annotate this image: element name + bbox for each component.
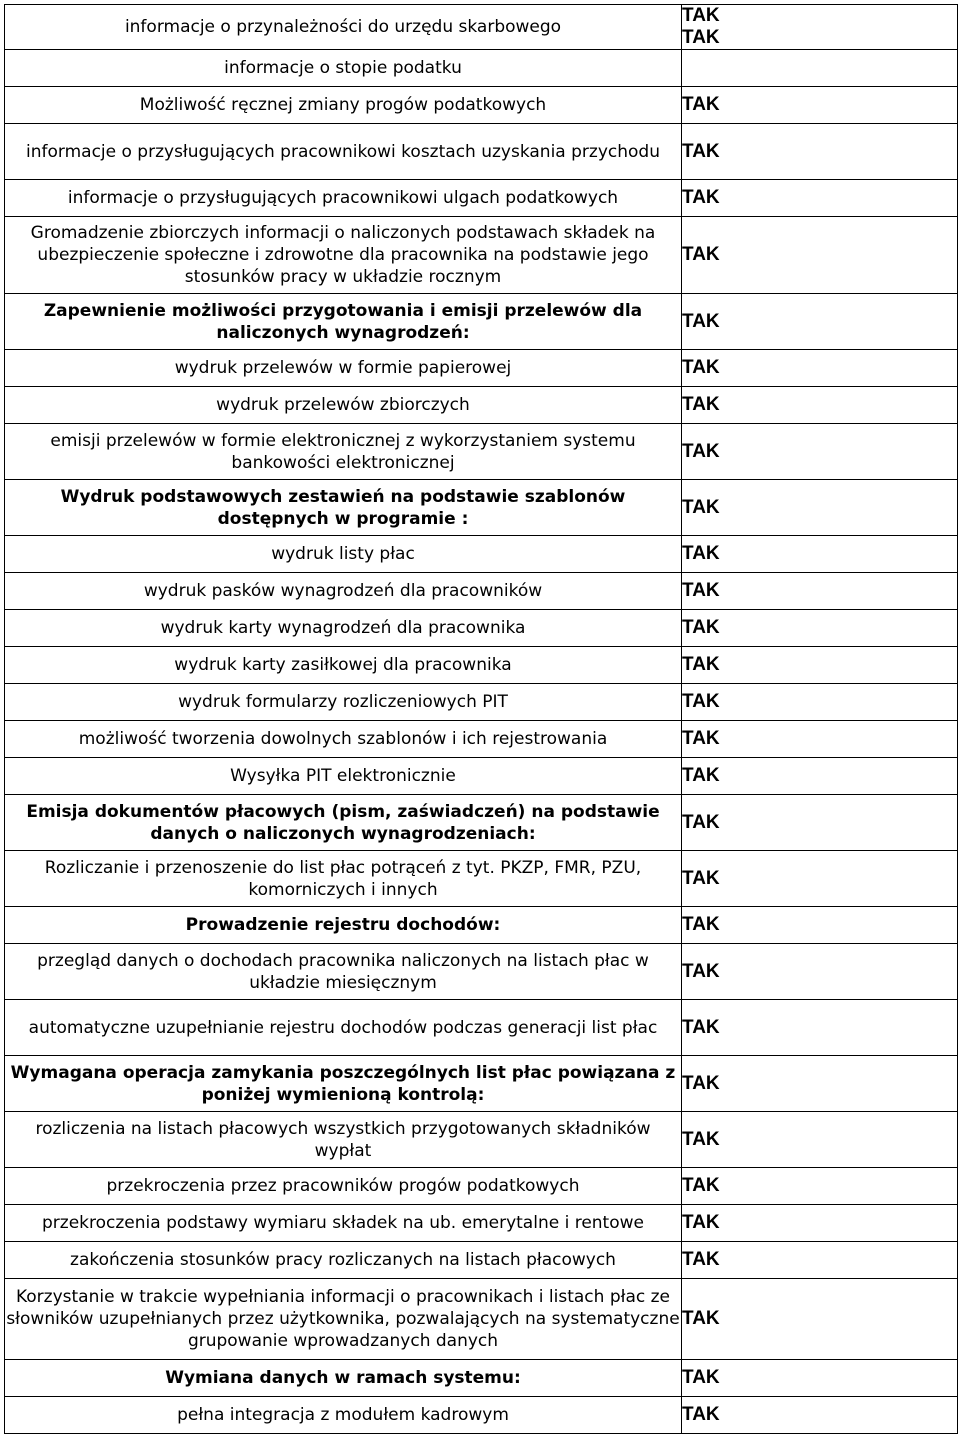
requirement-cell: wydruk listy płac — [5, 536, 682, 573]
answer-value: TAK — [682, 5, 720, 26]
value-cell — [682, 944, 958, 1000]
value-cell — [682, 795, 958, 851]
answer-value: TAK — [682, 580, 720, 601]
table-row — [5, 647, 958, 684]
requirement-cell: zakończenia stosunków pracy rozliczanych na listach płacowych — [5, 1242, 682, 1279]
requirement-cell: wydruk karty zasiłkowej dla pracownika — [5, 647, 682, 684]
table-row — [5, 50, 958, 87]
answer-value: TAK — [682, 394, 720, 415]
answer-value: TAK — [682, 357, 720, 378]
answer-value: TAK — [682, 691, 720, 712]
requirement-cell: Korzystanie w trakcie wypełniania informacji o pracownikach i listach płac ze słowników uzupełnianych przez użytkownika, pozwalających na systematyczne grupowanie wprowadzanych danych — [5, 1279, 682, 1360]
answer-value: TAK — [682, 27, 720, 48]
answer-value: TAK — [682, 94, 720, 115]
answer-value: TAK — [682, 1128, 720, 1150]
value-cell — [682, 573, 958, 610]
table-row — [5, 1205, 958, 1242]
table-row — [5, 573, 958, 610]
requirements-table-body — [5, 5, 958, 1434]
answer-value: TAK — [682, 140, 720, 162]
table-row — [5, 424, 958, 480]
requirement-cell: informacje o przysługujących pracownikowi kosztach uzyskania przychodu — [5, 124, 682, 180]
table-row — [5, 350, 958, 387]
table-row — [5, 217, 958, 294]
table-row — [5, 758, 958, 795]
value-cell — [682, 1360, 958, 1397]
table-row — [5, 1000, 958, 1056]
value-cell — [682, 1242, 958, 1279]
table-row — [5, 387, 958, 424]
section-heading-cell: Emisja dokumentów płacowych (pism, zaświadczeń) na podstawie danych o naliczonych wynagrodzeniach: — [5, 795, 682, 851]
table-row — [5, 1056, 958, 1112]
value-cell — [682, 480, 958, 536]
requirement-cell: wydruk pasków wynagrodzeń dla pracowników — [5, 573, 682, 610]
table-row — [5, 684, 958, 721]
requirement-cell: informacje o przynależności do urzędu skarbowego — [5, 5, 682, 50]
table-row — [5, 1242, 958, 1279]
section-heading-cell: Wydruk podstawowych zestawień na podstawie szablonów dostępnych w programie : — [5, 480, 682, 536]
requirement-cell: emisji przelewów w formie elektronicznej z wykorzystaniem systemu bankowości elektronicznej — [5, 424, 682, 480]
value-cell — [682, 350, 958, 387]
table-row — [5, 294, 958, 350]
value-cell — [682, 758, 958, 795]
table-row — [5, 721, 958, 758]
table-row — [5, 87, 958, 124]
section-heading-cell: Wymagana operacja zamykania poszczególnych list płac powiązana z poniżej wymienioną kontrolą: — [5, 1056, 682, 1112]
answer-value: TAK — [682, 543, 720, 564]
value-cell — [682, 1056, 958, 1112]
requirement-cell: automatyczne uzupełnianie rejestru dochodów podczas generacji list płac — [5, 1000, 682, 1056]
value-cell — [682, 1112, 958, 1168]
table-row — [5, 536, 958, 573]
section-heading-cell: Prowadzenie rejestru dochodów: — [5, 907, 682, 944]
answer-value: TAK — [682, 310, 720, 332]
requirement-cell: informacje o stopie podatku — [5, 50, 682, 87]
answer-value: TAK — [682, 1175, 720, 1196]
value-cell — [682, 851, 958, 907]
answer-value: TAK — [682, 1249, 720, 1270]
table-row — [5, 480, 958, 536]
section-heading-cell: Wymiana danych w ramach systemu: — [5, 1360, 682, 1397]
value-cell — [682, 536, 958, 573]
table-row — [5, 907, 958, 944]
table-row — [5, 610, 958, 647]
answer-value: TAK — [682, 765, 720, 786]
answer-value: TAK — [682, 914, 720, 935]
requirement-cell: przegląd danych o dochodach pracownika naliczonych na listach płac w układzie miesięcznym — [5, 944, 682, 1000]
value-cell — [682, 50, 958, 87]
requirement-cell: możliwość tworzenia dowolnych szablonów i ich rejestrowania — [5, 721, 682, 758]
value-cell — [682, 1168, 958, 1205]
value-cell — [682, 5, 958, 50]
table-row — [5, 1360, 958, 1397]
answer-value: TAK — [682, 728, 720, 749]
answer-value: TAK — [682, 867, 720, 889]
table-row — [5, 851, 958, 907]
answer-value: TAK — [682, 1072, 720, 1094]
requirement-cell: przekroczenia podstawy wymiaru składek na ub. emerytalne i rentowe — [5, 1205, 682, 1242]
value-cell — [682, 387, 958, 424]
requirement-cell: wydruk przelewów zbiorczych — [5, 387, 682, 424]
requirement-cell: wydruk formularzy rozliczeniowych PIT — [5, 684, 682, 721]
value-cell — [682, 721, 958, 758]
value-cell — [682, 907, 958, 944]
answer-value: TAK — [682, 1016, 720, 1038]
answer-value: TAK — [682, 1404, 720, 1425]
value-cell — [682, 647, 958, 684]
table-row — [5, 1279, 958, 1360]
table-row — [5, 180, 958, 217]
requirement-cell: Rozliczanie i przenoszenie do list płac potrąceń z tyt. PKZP, FMR, PZU, komorniczych i innych — [5, 851, 682, 907]
answer-value: TAK — [682, 244, 720, 265]
answer-value: TAK — [682, 654, 720, 675]
requirement-cell: pełna integracja z modułem kadrowym — [5, 1397, 682, 1434]
answer-value: TAK — [682, 1367, 720, 1388]
answer-value: TAK — [682, 1212, 720, 1233]
table-row — [5, 1168, 958, 1205]
table-row — [5, 795, 958, 851]
value-cell — [682, 294, 958, 350]
requirement-cell: wydruk karty wynagrodzeń dla pracownika — [5, 610, 682, 647]
value-cell — [682, 87, 958, 124]
requirement-cell: Wysyłka PIT elektronicznie — [5, 758, 682, 795]
answer-value: TAK — [682, 440, 720, 462]
requirement-cell: wydruk przelewów w formie papierowej — [5, 350, 682, 387]
answer-value: TAK — [682, 496, 720, 518]
section-heading-cell: Zapewnienie możliwości przygotowania i emisji przelewów dla naliczonych wynagrodzeń: — [5, 294, 682, 350]
value-cell — [682, 1000, 958, 1056]
requirement-cell: Możliwość ręcznej zmiany progów podatkowych — [5, 87, 682, 124]
value-cell — [682, 1205, 958, 1242]
value-cell — [682, 424, 958, 480]
requirement-cell: rozliczenia na listach płacowych wszystkich przygotowanych składników wypłat — [5, 1112, 682, 1168]
table-row — [5, 124, 958, 180]
answer-value: TAK — [682, 811, 720, 833]
value-cell — [682, 1279, 958, 1360]
answer-value: TAK — [682, 187, 720, 208]
requirement-cell: przekroczenia przez pracowników progów podatkowych — [5, 1168, 682, 1205]
value-cell — [682, 180, 958, 217]
answer-value: TAK — [682, 1308, 720, 1329]
table-row — [5, 5, 958, 50]
value-cell — [682, 217, 958, 294]
requirement-cell: Gromadzenie zbiorczych informacji o naliczonych podstawach składek na ubezpieczenie społeczne i zdrowotne dla pracownika na podstawie jego stosunków pracy w układzie rocznym — [5, 217, 682, 294]
value-cell — [682, 124, 958, 180]
requirements-table — [4, 4, 958, 1434]
answer-value: TAK — [682, 617, 720, 638]
answer-value: TAK — [682, 960, 720, 982]
value-cell — [682, 1397, 958, 1434]
table-row — [5, 944, 958, 1000]
table-row — [5, 1112, 958, 1168]
table-row — [5, 1397, 958, 1434]
value-cell — [682, 684, 958, 721]
requirement-cell: informacje o przysługujących pracownikowi ulgach podatkowych — [5, 180, 682, 217]
value-cell — [682, 610, 958, 647]
